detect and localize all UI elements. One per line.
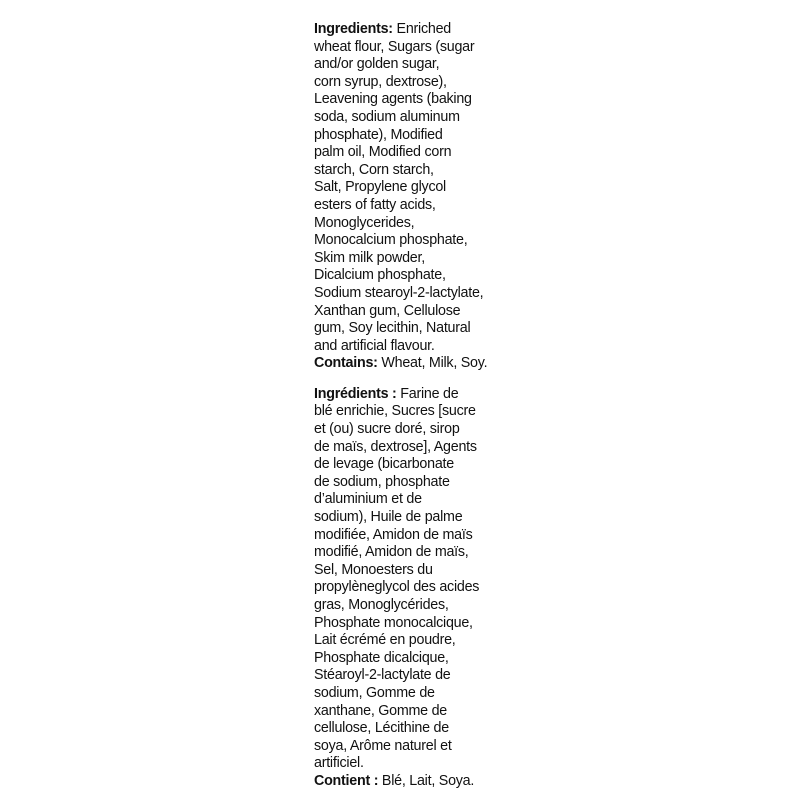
english-line: Salt, Propylene glycol — [314, 179, 446, 196]
french-line: modifié, Amidon de maïs, — [314, 544, 469, 561]
french-line: Phosphate dicalcique, — [314, 649, 449, 666]
french-line: propylèneglycol des acides — [314, 579, 480, 596]
english-line: wheat flour, Sugars (sugar — [314, 38, 475, 55]
french-line: cellulose, Lécithine de — [314, 720, 449, 737]
ingredient-label — [314, 21, 514, 791]
english-line: and artificial flavour. — [314, 337, 435, 354]
french-line: de maïs, dextrose], Agents — [314, 438, 477, 455]
french-line: de sodium, phosphate — [314, 473, 450, 490]
french-line: Sel, Monoesters du — [314, 561, 433, 578]
french-heading: Ingrédients : — [314, 385, 397, 402]
english-line: Leavening agents (baking — [314, 91, 472, 108]
english-line: gum, Soy lecithin, Natural — [314, 320, 471, 337]
english-contains-line — [314, 355, 514, 373]
english-heading: Ingredients: — [314, 21, 393, 37]
english-line: starch, Corn starch, — [314, 161, 434, 178]
french-line: de levage (bicarbonate — [314, 456, 454, 473]
english-line: Monoglycerides, — [314, 214, 415, 231]
english-line: palm oil, Modified corn — [314, 144, 452, 161]
french-line: xanthane, Gomme de — [314, 702, 447, 719]
english-ingredients-block — [314, 21, 514, 373]
french-line: artificiel. — [314, 755, 364, 772]
english-line: phosphate), Modified — [314, 126, 443, 143]
french-line: d’aluminium et de — [314, 491, 422, 508]
english-line-1 — [314, 21, 514, 39]
french-contains-label: Contient : — [314, 772, 379, 789]
french-line: modifiée, Amidon de maïs — [314, 526, 473, 543]
french-line: sodium, Gomme de — [314, 684, 435, 701]
english-line: corn syrup, dextrose), — [314, 73, 447, 90]
english-line: Monocalcium phosphate, — [314, 232, 468, 249]
french-line: gras, Monoglycérides, — [314, 597, 449, 613]
french-allergens: Blé, Lait, Soya. — [378, 772, 475, 789]
english-line: Skim milk powder, — [314, 249, 425, 266]
french-line: Lait écrémé en poudre, — [314, 632, 456, 649]
english-contains-label: Contains: — [314, 355, 378, 372]
english-allergens: Wheat, Milk, Soy. — [377, 355, 488, 372]
french-text: Farine de — [396, 385, 459, 402]
english-line: Sodium stearoyl-2-lactylate, — [314, 284, 484, 301]
french-ingredients-block — [314, 386, 514, 791]
english-line: soda, sodium aluminum — [314, 108, 460, 125]
english-line: esters of fatty acids, — [314, 196, 436, 213]
english-line: and/or golden sugar, — [314, 56, 440, 73]
english-text: Enriched — [392, 21, 451, 37]
french-line: soya, Arôme naturel et — [314, 737, 452, 754]
english-line: Dicalcium phosphate, — [314, 267, 446, 284]
french-line: Stéaroyl-2-lactylate de — [314, 667, 451, 684]
french-line: et (ou) sucre doré, sirop — [314, 421, 460, 438]
french-line: sodium), Huile de palme — [314, 509, 463, 526]
french-line-1 — [314, 386, 514, 404]
english-line: Xanthan gum, Cellulose — [314, 302, 461, 319]
french-line: Phosphate monocalcique, — [314, 614, 473, 631]
french-contains-line — [314, 773, 514, 791]
french-line: blé enrichie, Sucres [sucre — [314, 403, 476, 420]
